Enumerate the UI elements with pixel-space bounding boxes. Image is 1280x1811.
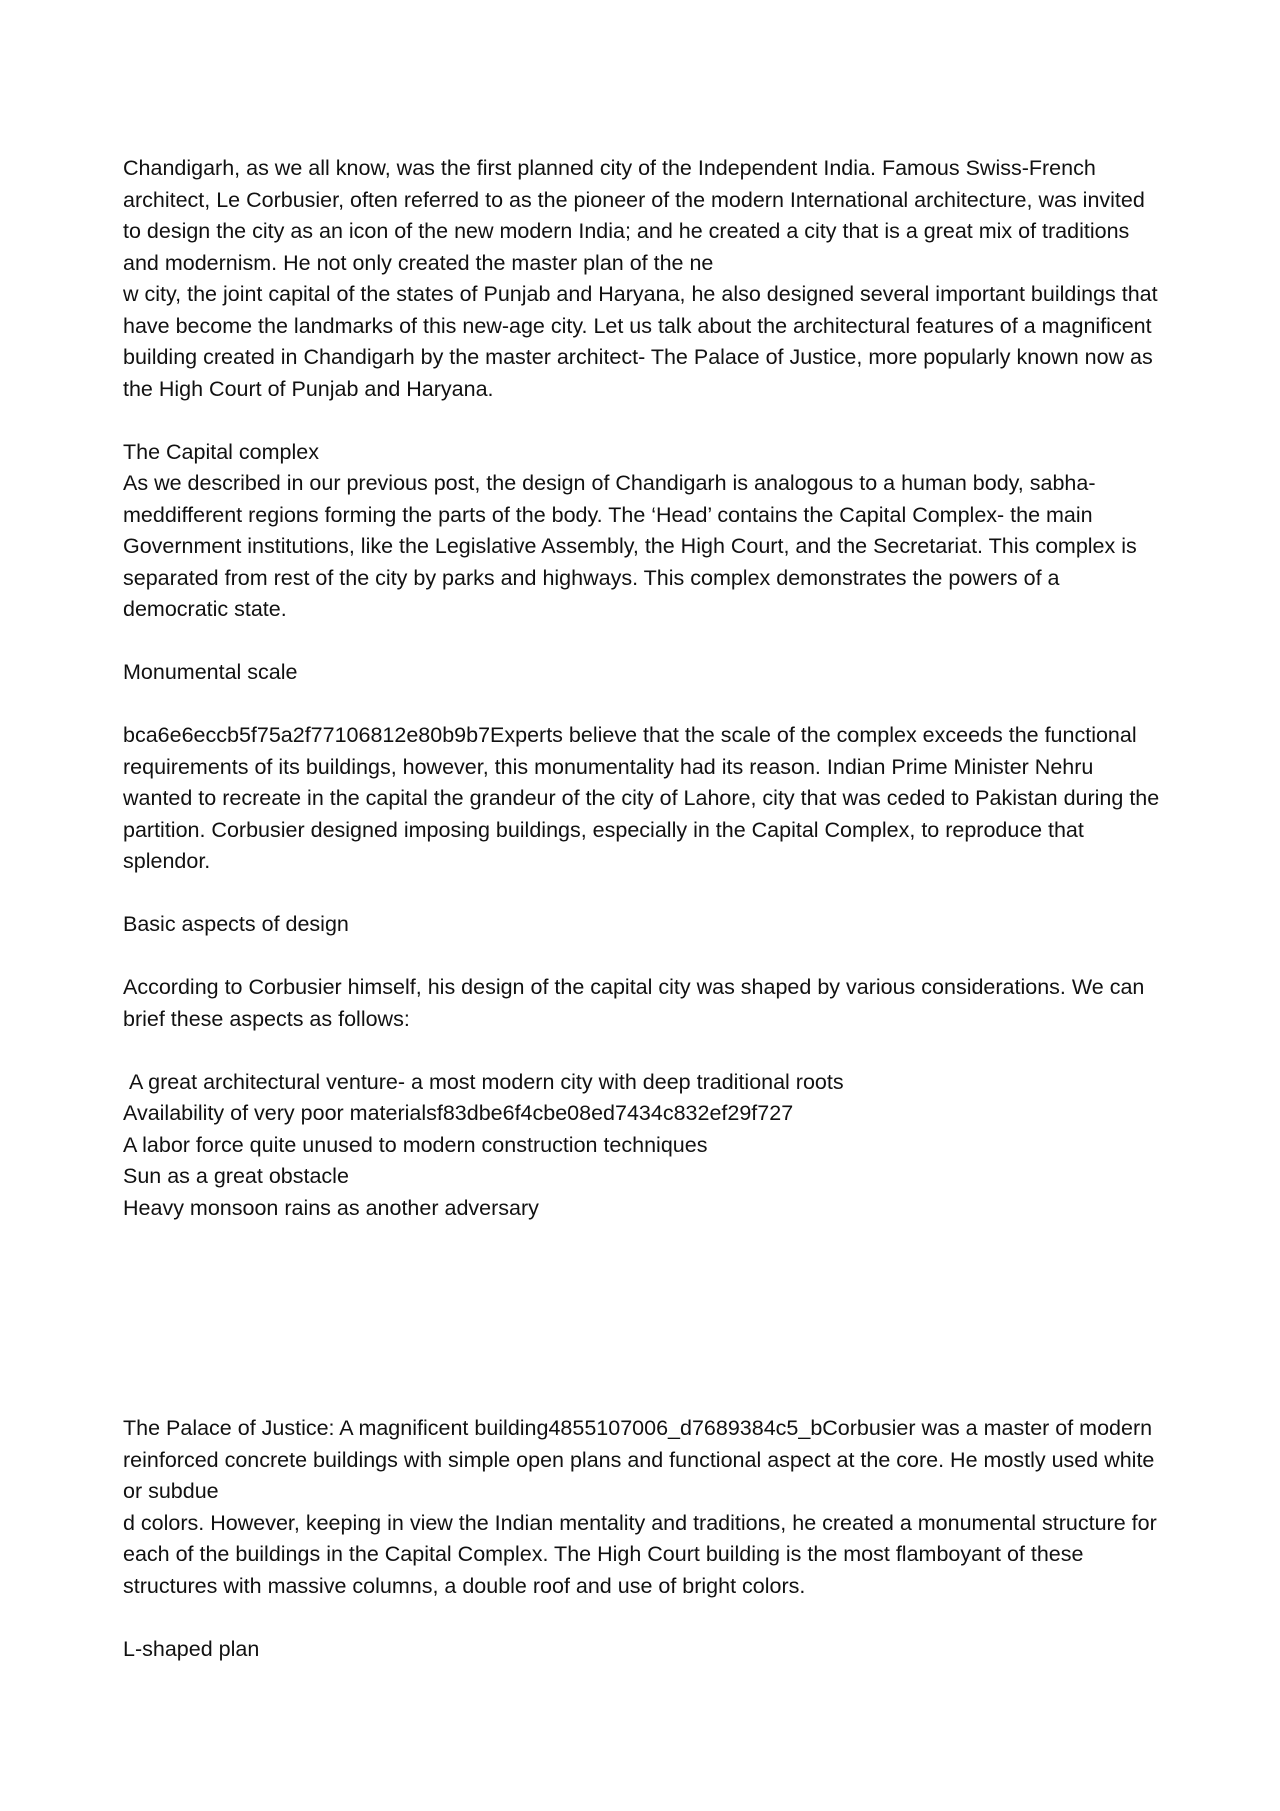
paragraph-spacer [123, 405, 1163, 437]
paragraph-spacer [123, 878, 1163, 910]
paragraph: w city, the joint capital of the states of Punjab and Haryana, he also designed several important buildings that have become the landmarks of this new-age city. Let us talk about the architectural features of a magnificent building created in Chandigarh by the master architect- The Palace of Justice, more popularly known now as the High Court of Punjab and Haryana. [123, 282, 1164, 401]
paragraph: A labor force quite unused to modern construction techniques [123, 1132, 708, 1157]
paragraph-spacer [123, 626, 1163, 658]
paragraph: Chandigarh, as we all know, was the first planned city of the Independent India. Famous Swiss-French architect, Le Corbusier, often referred to as the pioneer of the modern International architecture, was invited to design the city as an icon of the new modern India; and he created a city that is a great mix of traditions and modernism. He not only created the master plan of the ne [123, 156, 1151, 275]
paragraph: The Capital complex [123, 439, 319, 464]
paragraph-spacer [123, 941, 1163, 973]
document-body [123, 153, 1166, 1665]
paragraph: The Palace of Justice: A magnificent building4855107006_d7689384c5_bCorbusier was a master of modern reinforced concrete buildings with simple open plans and functional aspect at the core. He mostly used white or subdue [123, 1416, 1161, 1503]
paragraph: According to Corbusier himself, his design of the capital city was shaped by various considerations. We can brief these aspects as follows: [123, 975, 1151, 1031]
paragraph-spacer [123, 1035, 1163, 1067]
paragraph-spacer [123, 1224, 1163, 1413]
paragraph: Basic aspects of design [123, 912, 349, 936]
paragraph: d colors. However, keeping in view the Indian mentality and traditions, he created a monumental structure for each of the buildings in the Capital Complex. The High Court building is the most flamboyant of these structures with massive columns, a double roof and use of bright colors. [123, 1510, 1163, 1598]
paragraph-spacer [123, 689, 1163, 721]
paragraph: Heavy monsoon rains as another adversary [123, 1195, 539, 1220]
paragraph: A great architectural venture- a most modern city with deep traditional roots [123, 1069, 844, 1094]
paragraph: L-shaped plan [123, 1636, 260, 1661]
paragraph: Availability of very poor materialsf83dbe6f4cbe08ed7434c832ef29f727 [123, 1101, 794, 1125]
paragraph: Monumental scale [123, 660, 298, 684]
paragraph: Sun as a great obstacle [123, 1164, 349, 1188]
paragraph-spacer [123, 1602, 1163, 1634]
paragraph: As we described in our previous post, the design of Chandigarh is analogous to a human body, sabha-meddifferent regions forming the parts of the body. The ‘Head’ contains the Capital Complex- the main Government institutions, like the Legislative Assembly, the High Court, and the Secretariat. This complex is separated from rest of the city by parks and highways. This complex demonstrates the powers of a democratic state. [123, 471, 1143, 621]
paragraph: bca6e6eccb5f75a2f77106812e80b9b7Experts believe that the scale of the complex exceeds the functional requirements of its buildings, however, this monumentality had its reason. Indian Prime Minister Nehru wanted to recreate in the capital the grandeur of the city of Lahore, city that was ceded to Pakistan during the partition. Corbusier designed imposing buildings, especially in the Capital Complex, to reproduce that splendor. [123, 723, 1166, 873]
